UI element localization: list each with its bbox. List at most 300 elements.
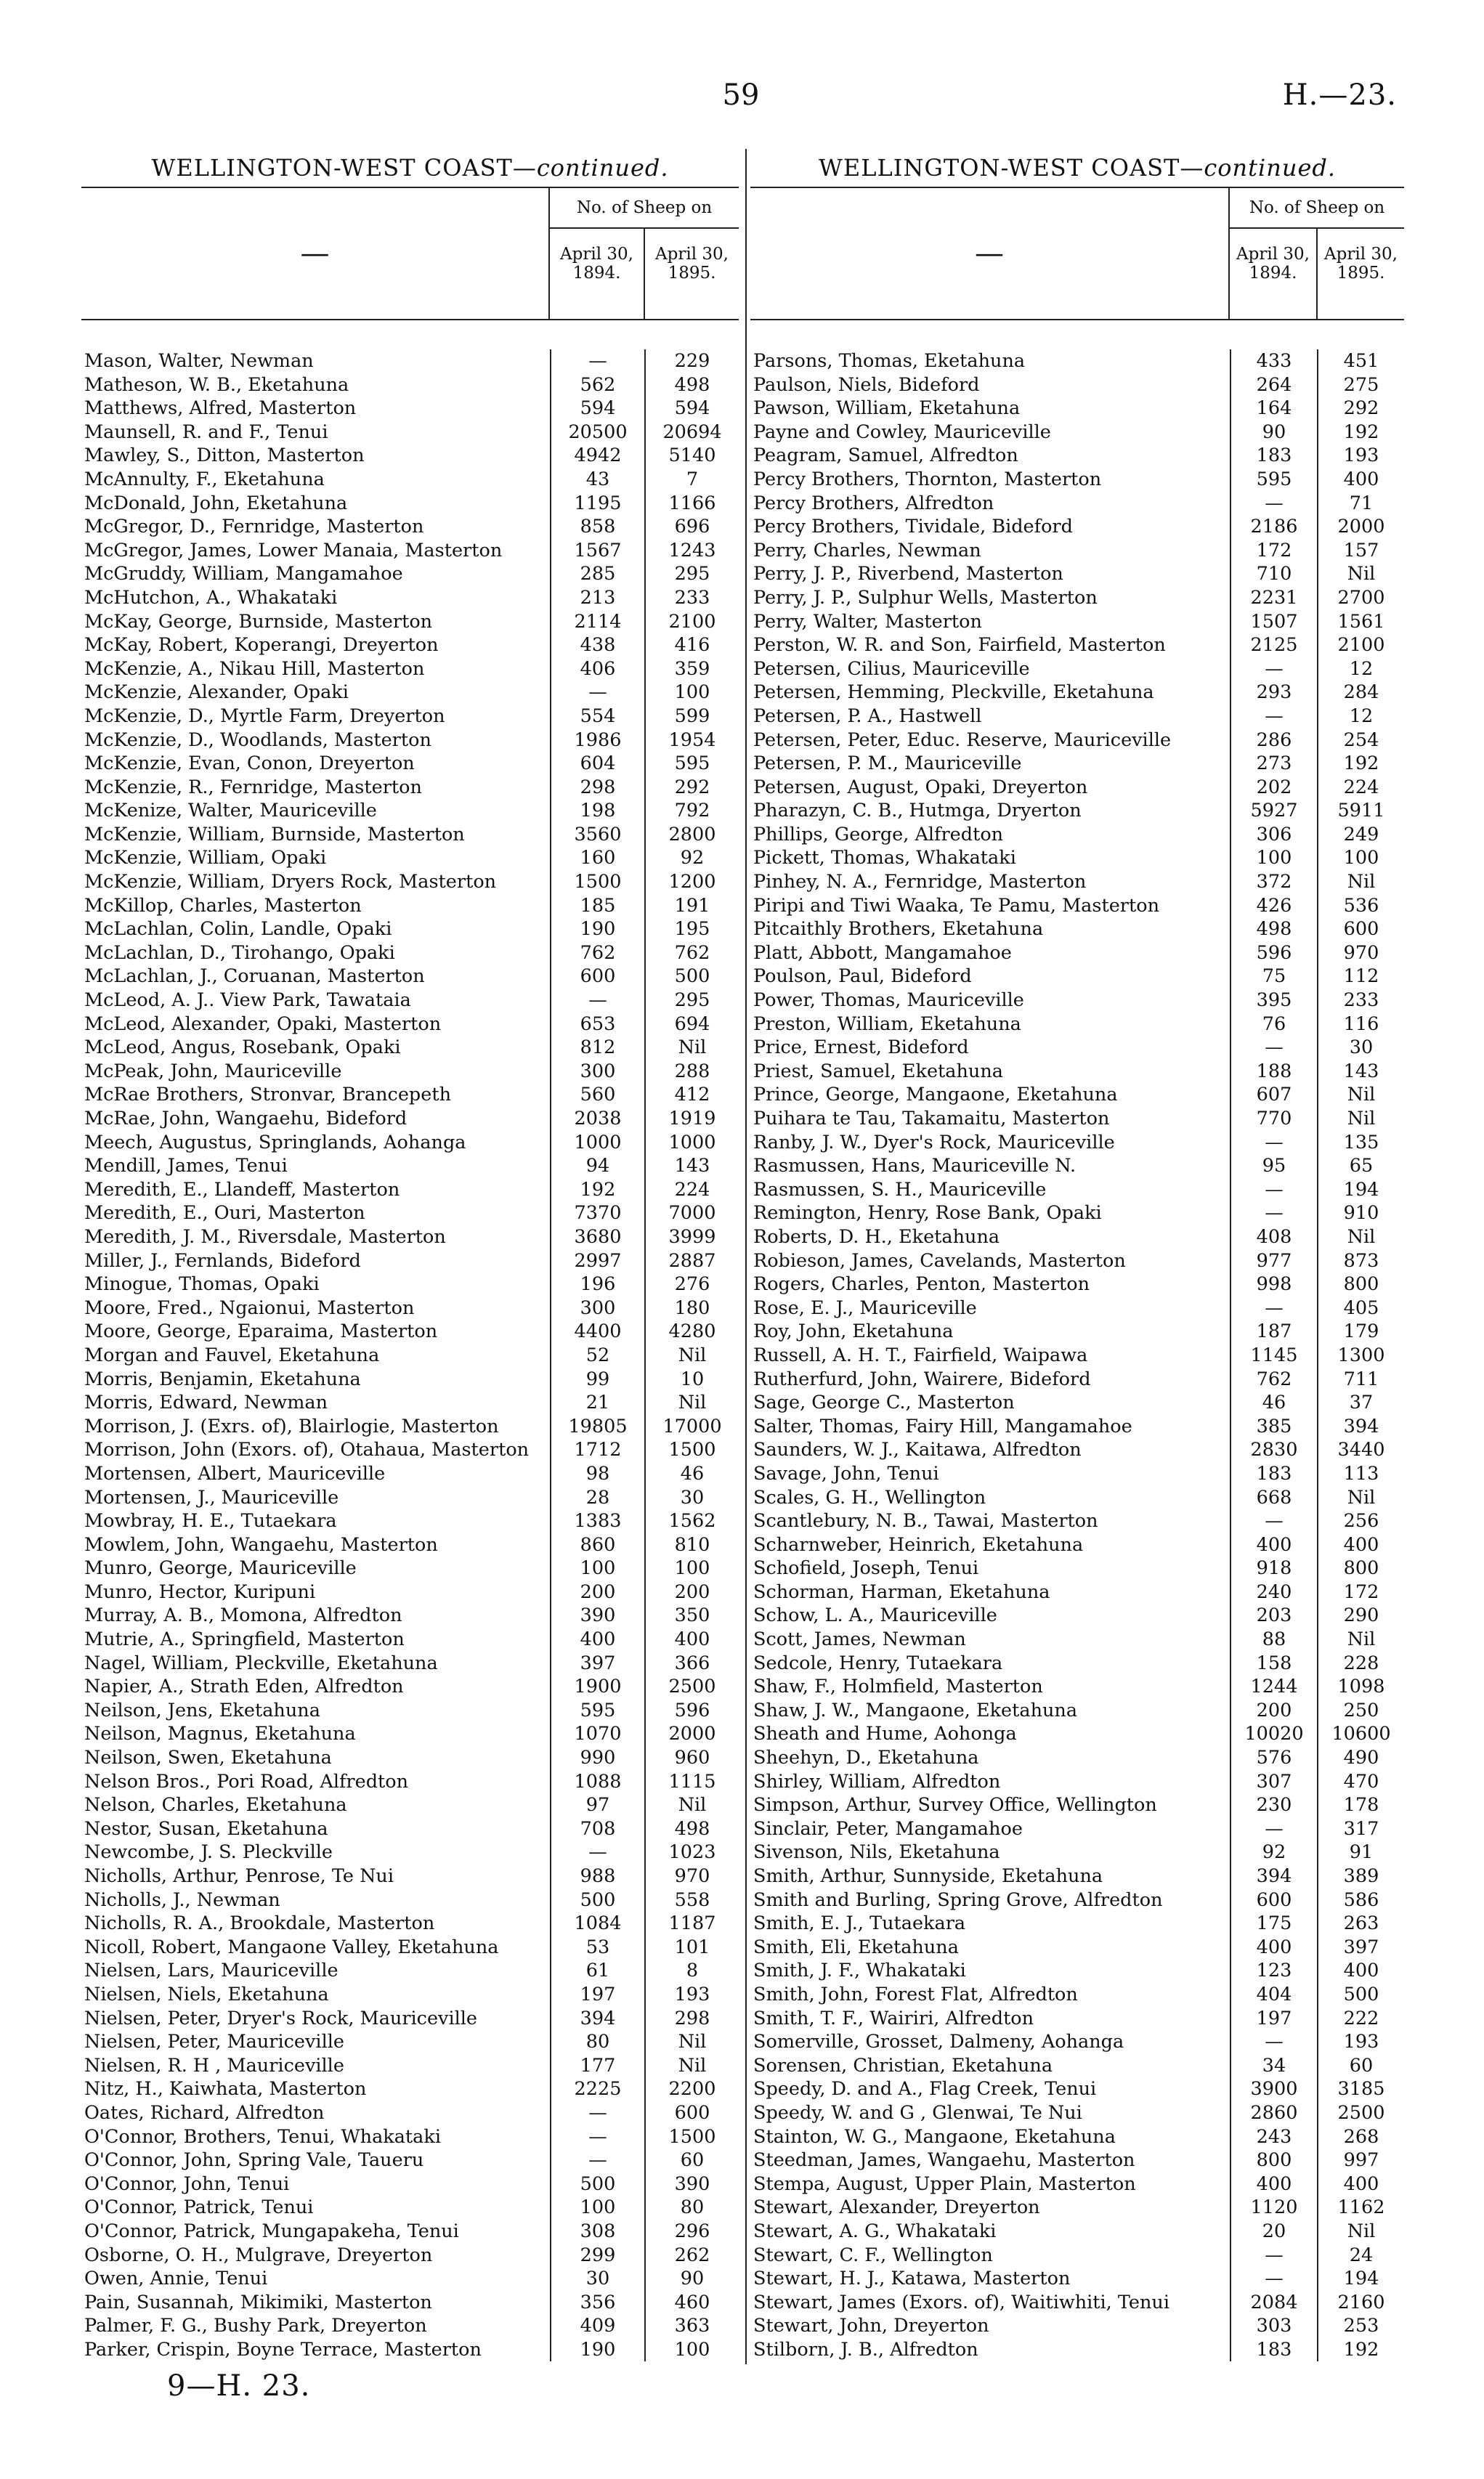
table-row <box>750 2149 1404 2172</box>
owner-name: Napier, A., Strath Eden, Alfredton <box>84 1676 404 1698</box>
sheep-1895: 224 <box>644 1178 739 1202</box>
owner-name: O'Connor, Brothers, Tenui, Whakataki <box>84 2125 441 2148</box>
owner-name: Morris, Benjamin, Eketahuna <box>84 1368 361 1390</box>
sheep-1894: 1195 <box>550 492 644 516</box>
sheep-1895: 1115 <box>644 1770 739 1794</box>
owner-name: Peagram, Samuel, Alfredton <box>753 445 1018 467</box>
owner-name: Robieson, James, Cavelands, Masterton <box>753 1249 1126 1272</box>
sheep-1894: 100 <box>1230 846 1317 870</box>
sheep-1895: 193 <box>1317 2030 1404 2054</box>
sheep-1895: 4280 <box>644 1320 739 1344</box>
table-row <box>81 2314 739 2338</box>
sheep-1895: 363 <box>644 2314 739 2338</box>
owner-name: Russell, A. H. T., Fairfield, Waipawa <box>753 1344 1088 1366</box>
table-row <box>81 515 739 539</box>
table-header <box>750 188 1404 320</box>
sheep-1894: 1000 <box>550 1131 644 1155</box>
sheep-1894: 770 <box>1230 1107 1317 1131</box>
sheep-1894: 160 <box>550 846 644 870</box>
sheep-1894: 1088 <box>550 1770 644 1794</box>
sheep-1894: — <box>1230 1131 1317 1155</box>
owner-name: Parsons, Thomas, Eketahuna <box>753 350 1026 372</box>
sheep-1895: 288 <box>644 1060 739 1084</box>
sheep-1895: Nil <box>1317 2220 1404 2244</box>
table-row <box>81 1770 739 1794</box>
sheep-1895: 359 <box>644 657 739 681</box>
sheep-1894: 2114 <box>550 610 644 634</box>
sheep-1894: — <box>1230 1509 1317 1533</box>
table-row <box>750 2291 1404 2315</box>
sheep-1894: 394 <box>1230 1865 1317 1888</box>
sheep-1895: 800 <box>1317 1273 1404 1297</box>
sheep-1895: 2800 <box>644 823 739 847</box>
sheep-1894: 400 <box>550 1628 644 1652</box>
table-row <box>750 2030 1404 2054</box>
sheep-1894: 1383 <box>550 1509 644 1533</box>
owner-name: Smith, John, Forest Flat, Alfredton <box>753 1983 1078 2005</box>
sheep-1895: 71 <box>1317 492 1404 516</box>
owner-name: Petersen, Cilius, Mauriceville <box>753 657 1030 680</box>
sheep-1895: 1023 <box>644 1841 739 1865</box>
table-row <box>750 1249 1404 1273</box>
owner-name: Pickett, Thomas, Whakataki <box>753 847 1016 869</box>
owner-name: Phillips, George, Alfredton <box>753 823 1004 845</box>
sheep-1894: 2125 <box>1230 633 1317 657</box>
table-row <box>81 681 739 705</box>
sheep-1894: 97 <box>550 1793 644 1817</box>
sheep-1895: 810 <box>644 1533 739 1557</box>
owner-name: McRae Brothers, Stronvar, Brancepeth <box>84 1084 452 1106</box>
sheep-1894: — <box>550 1841 644 1865</box>
sheep-1895: 143 <box>1317 1060 1404 1084</box>
sheep-1894: — <box>1230 705 1317 729</box>
owner-name: Steedman, James, Wangaehu, Masterton <box>753 2149 1135 2172</box>
owner-name: Roberts, D. H., Eketahuna <box>753 1225 1000 1248</box>
owner-name: Speedy, D. and A., Flag Creek, Tenui <box>753 2078 1097 2101</box>
sheep-1894: 668 <box>1230 1486 1317 1510</box>
table-row <box>81 1675 739 1699</box>
sheep-1895: 80 <box>644 2196 739 2220</box>
sheep-1894: — <box>550 2125 644 2149</box>
owner-name: Price, Ernest, Bideford <box>753 1036 969 1059</box>
owner-name: Petersen, Peter, Educ. Reserve, Mauriceville <box>753 729 1172 751</box>
sheep-1894: 308 <box>550 2220 644 2244</box>
sheep-1895: 256 <box>1317 1509 1404 1533</box>
sheep-1894: 498 <box>1230 917 1317 941</box>
table-row <box>750 681 1404 705</box>
owner-name: McKenzie, Evan, Conon, Dreyerton <box>84 752 415 775</box>
sheep-1895: 1561 <box>1317 610 1404 634</box>
owner-name: Nitz, H., Kaiwhata, Masterton <box>84 2078 367 2101</box>
sheep-1895: 451 <box>1317 349 1404 373</box>
sheep-1894: 385 <box>1230 1415 1317 1439</box>
sheep-1894: 183 <box>1230 1462 1317 1486</box>
owner-name: Mawley, S., Ditton, Masterton <box>84 445 365 467</box>
sheep-1895: 970 <box>644 1865 739 1888</box>
sheep-1894: — <box>1230 657 1317 681</box>
table-row <box>750 1604 1404 1628</box>
table-row <box>750 1297 1404 1320</box>
sheep-1894: 2225 <box>550 2077 644 2101</box>
sheep-1894: 197 <box>1230 2007 1317 2031</box>
owner-list <box>750 320 1404 2361</box>
table-row <box>750 1699 1404 1723</box>
sheep-1894: — <box>1230 2030 1317 2054</box>
owner-name: Morrison, J. (Exrs. of), Blairlogie, Masterton <box>84 1415 499 1437</box>
sheep-1895: 180 <box>644 1297 739 1320</box>
table-row <box>750 349 1404 373</box>
sheep-1895: 284 <box>1317 681 1404 705</box>
table-row <box>750 2196 1404 2220</box>
sheep-1894: 177 <box>550 2054 644 2078</box>
table-row <box>750 444 1404 468</box>
sheep-1894: 1507 <box>1230 610 1317 634</box>
table-row <box>750 562 1404 586</box>
owner-name: Stewart, John, Dreyerton <box>753 2315 989 2337</box>
owner-name: Priest, Samuel, Eketahuna <box>753 1060 1003 1082</box>
sheep-1894: 188 <box>1230 1060 1317 1084</box>
table-row <box>750 1959 1404 1983</box>
table-row <box>81 846 739 870</box>
owner-name: Sinclair, Peter, Mangamahoe <box>753 1817 1023 1840</box>
table-row <box>81 1107 739 1131</box>
sheep-1894: 600 <box>550 965 644 989</box>
sheep-1895: 60 <box>644 2149 739 2172</box>
sheep-1895: 143 <box>644 1154 739 1178</box>
table-row <box>81 1415 739 1439</box>
table-row <box>750 2077 1404 2101</box>
table-row <box>750 2338 1404 2362</box>
sheep-1894: 203 <box>1230 1604 1317 1628</box>
sheep-1895: 970 <box>1317 941 1404 965</box>
sheep-1894: — <box>1230 1036 1317 1060</box>
sheep-1895: 224 <box>1317 776 1404 800</box>
owner-name: Perry, J. P., Riverbend, Masterton <box>753 563 1063 585</box>
sheep-1895: 10600 <box>1317 1722 1404 1746</box>
owner-name: Stainton, W. G., Mangaone, Eketahuna <box>753 2125 1116 2148</box>
table-row <box>750 965 1404 989</box>
table-row <box>81 823 739 847</box>
sheep-1894: — <box>1230 2267 1317 2291</box>
table-row <box>81 657 739 681</box>
owner-name: Saunders, W. J., Kaitawa, Alfredton <box>753 1439 1082 1461</box>
sheep-1894: 306 <box>1230 823 1317 847</box>
sheep-1894: 390 <box>550 1604 644 1628</box>
sheep-1894: — <box>1230 1817 1317 1841</box>
date-header-1895: April 30, 1895. <box>1316 229 1404 319</box>
sheep-1894: 1244 <box>1230 1675 1317 1699</box>
owner-name: Roy, John, Eketahuna <box>753 1320 954 1343</box>
table-row <box>750 1344 1404 1368</box>
sheep-1895: 91 <box>1317 1841 1404 1865</box>
sheep-1894: 230 <box>1230 1793 1317 1817</box>
sheep-1894: 2231 <box>1230 586 1317 610</box>
owner-name: Payne and Cowley, Mauriceville <box>753 421 1051 443</box>
date-header-1895: April 30, 1895. <box>644 229 739 319</box>
left-column <box>81 149 739 2361</box>
sheep-1894: 409 <box>550 2314 644 2338</box>
owner-name: Nicholls, Arthur, Penrose, Te Nui <box>84 1865 394 1887</box>
sheep-1895: 276 <box>644 1273 739 1297</box>
sheep-1894: 2084 <box>1230 2291 1317 2315</box>
owner-name: Pharazyn, C. B., Hutmga, Dryerton <box>753 800 1082 822</box>
owner-name: Nicholls, J., Newman <box>84 1888 280 1911</box>
page-number: 59 <box>722 78 760 112</box>
sheep-1894: 286 <box>1230 729 1317 752</box>
sheep-1894: 596 <box>1230 941 1317 965</box>
sheep-1895: 46 <box>644 1462 739 1486</box>
sheep-1895: 157 <box>1317 539 1404 563</box>
table-row <box>750 1628 1404 1652</box>
table-row <box>750 1083 1404 1107</box>
sheep-1895: 400 <box>1317 468 1404 492</box>
sheep-1894: 99 <box>550 1368 644 1392</box>
owner-name: McHutchon, A., Whakataki <box>84 586 338 609</box>
owner-name: McKenzie, William, Burnside, Masterton <box>84 823 465 845</box>
sheep-1894: 426 <box>1230 894 1317 918</box>
table-row <box>750 2267 1404 2291</box>
sheep-1894: 196 <box>550 1273 644 1297</box>
sheep-1895: 5911 <box>1317 799 1404 823</box>
sheep-1894: 190 <box>550 2338 644 2362</box>
sheep-1895: 412 <box>644 1083 739 1107</box>
table-row <box>81 1983 739 2007</box>
table-row <box>81 1131 739 1155</box>
region-heading-continued: continued. <box>1204 154 1337 182</box>
owner-name: Moore, George, Eparaima, Masterton <box>84 1320 438 1343</box>
owner-name: Sorensen, Christian, Eketahuna <box>753 2054 1053 2077</box>
sheep-1895: 3999 <box>644 1225 739 1249</box>
sheep-1894: 500 <box>550 2172 644 2196</box>
sheep-1895: Nil <box>644 1344 739 1368</box>
sheep-1895: 873 <box>1317 1249 1404 1273</box>
sheep-1895: 416 <box>644 633 739 657</box>
table-row <box>81 1249 739 1273</box>
sheep-1894: 123 <box>1230 1959 1317 1983</box>
sheep-1894: 812 <box>550 1036 644 1060</box>
date-header-1894: April 30, 1894. <box>560 245 633 283</box>
table-row <box>81 705 739 729</box>
sheep-1895: 2500 <box>644 1675 739 1699</box>
sheep-1895: 194 <box>1317 2267 1404 2291</box>
owner-name: McKillop, Charles, Masterton <box>84 894 362 917</box>
sheep-1895: 249 <box>1317 823 1404 847</box>
table-row <box>81 1391 739 1415</box>
owner-name: Mowlem, John, Wangaehu, Masterton <box>84 1533 438 1556</box>
sheep-1895: 1919 <box>644 1107 739 1131</box>
sheep-1894: 100 <box>550 2196 644 2220</box>
owner-name: Stewart, C. F., Wellington <box>753 2244 993 2266</box>
sheep-1895: 397 <box>1317 1936 1404 1960</box>
sheep-1895: 3185 <box>1317 2077 1404 2101</box>
sheep-1895: 711 <box>1317 1368 1404 1392</box>
table-row <box>81 1060 739 1084</box>
sheep-1894: 183 <box>1230 2338 1317 2362</box>
table-row <box>81 1652 739 1676</box>
table-row <box>81 2030 739 2054</box>
table-row <box>750 1462 1404 1486</box>
sheep-1894: 600 <box>1230 1888 1317 1912</box>
sheep-1894: 4942 <box>550 444 644 468</box>
sheep-1894: 213 <box>550 586 644 610</box>
sheep-1894: 172 <box>1230 539 1317 563</box>
sheep-1895: 1000 <box>644 1131 739 1155</box>
sheep-1895: 296 <box>644 2220 739 2244</box>
sheep-header-title: No. of Sheep on <box>550 188 739 229</box>
sheep-1894: 2038 <box>550 1107 644 1131</box>
table-row <box>750 729 1404 752</box>
table-row <box>750 492 1404 516</box>
table-row <box>81 492 739 516</box>
owner-name: Miller, J., Fernlands, Bideford <box>84 1249 361 1272</box>
owner-name: Percy Brothers, Alfredton <box>753 492 994 514</box>
owner-name: Parker, Crispin, Boyne Terrace, Masterton <box>84 2338 482 2361</box>
table-row <box>750 1675 1404 1699</box>
table-row <box>750 1865 1404 1888</box>
owner-name: McLachlan, D., Tirohango, Opaki <box>84 941 395 964</box>
table-row <box>81 2007 739 2031</box>
sheep-1895: 536 <box>1317 894 1404 918</box>
table-row <box>81 1297 739 1320</box>
sheep-1894: 192 <box>550 1178 644 1202</box>
owner-name: Morris, Edward, Newman <box>84 1392 328 1414</box>
sheep-1895: 12 <box>1317 705 1404 729</box>
sheep-1894: 1500 <box>550 870 644 894</box>
owner-name: Stempa, August, Upper Plain, Masterton <box>753 2172 1136 2195</box>
table-row <box>81 373 739 397</box>
sheep-1895: 298 <box>644 2007 739 2031</box>
owner-name: McKay, George, Burnside, Masterton <box>84 610 433 633</box>
table-row <box>750 586 1404 610</box>
owner-name: Palmer, F. G., Bushy Park, Dreyerton <box>84 2315 427 2337</box>
sheep-1895: 594 <box>644 397 739 421</box>
sheep-1894: 300 <box>550 1060 644 1084</box>
sheep-1894: 356 <box>550 2291 644 2315</box>
table-row <box>750 373 1404 397</box>
sheep-1895: 178 <box>1317 1793 1404 1817</box>
table-row <box>81 1604 739 1628</box>
owner-name: Sedcole, Henry, Tutaekara <box>753 1652 1003 1674</box>
table-row <box>81 1201 739 1225</box>
sheep-count-header <box>1230 188 1404 319</box>
table-row <box>81 2149 739 2172</box>
sheep-1895: 600 <box>1317 917 1404 941</box>
owner-name: McKenzie, D., Woodlands, Masterton <box>84 729 431 751</box>
table-row <box>750 1060 1404 1084</box>
sheep-1895: 24 <box>1317 2244 1404 2268</box>
table-row <box>81 1722 739 1746</box>
sheep-1894: 400 <box>1230 1936 1317 1960</box>
sheep-1895: 2500 <box>1317 2101 1404 2125</box>
owner-name: Piripi and Tiwi Waaka, Te Pamu, Masterton <box>753 894 1160 917</box>
sheep-1894: 372 <box>1230 870 1317 894</box>
table-row <box>81 1699 739 1723</box>
right-column <box>750 149 1404 2361</box>
table-row <box>81 1533 739 1557</box>
owner-name: Sheehyn, D., Eketahuna <box>753 1747 979 1769</box>
sheep-1894: 2997 <box>550 1249 644 1273</box>
sheep-1895: Nil <box>644 1793 739 1817</box>
table-row <box>750 2101 1404 2125</box>
table-row <box>750 846 1404 870</box>
table-row <box>81 1557 739 1581</box>
sheep-1894: 595 <box>550 1699 644 1723</box>
sheep-1894: 1070 <box>550 1722 644 1746</box>
sheep-1894: 80 <box>550 2030 644 2054</box>
owner-name: Mutrie, A., Springfield, Masterton <box>84 1628 405 1651</box>
sheep-1894: 52 <box>550 1344 644 1368</box>
sheep-1895: Nil <box>644 2030 739 2054</box>
sheep-1895: 762 <box>644 941 739 965</box>
table-row <box>81 1013 739 1036</box>
sheep-1895: Nil <box>1317 870 1404 894</box>
table-row <box>81 799 739 823</box>
sheep-1895: 295 <box>644 989 739 1013</box>
table-row <box>750 539 1404 563</box>
sheep-1895: 228 <box>1317 1652 1404 1676</box>
sheep-1895: 2160 <box>1317 2291 1404 2315</box>
owner-name: Smith, J. F., Whakataki <box>753 1960 966 1982</box>
sheep-1895: 400 <box>1317 2172 1404 2196</box>
owner-name: Matheson, W. B., Eketahuna <box>84 373 349 396</box>
sheep-1895: 596 <box>644 1699 739 1723</box>
sheep-1894: 7370 <box>550 1201 644 1225</box>
table-row <box>750 2007 1404 2031</box>
sheep-1894: 560 <box>550 1083 644 1107</box>
sheep-1894: 433 <box>1230 349 1317 373</box>
sheep-1894: 75 <box>1230 965 1317 989</box>
sheep-1895: 997 <box>1317 2149 1404 2172</box>
owner-name: McGregor, James, Lower Manaia, Masterton <box>84 539 503 561</box>
sheep-1894: 197 <box>550 1983 644 2007</box>
table-row <box>750 917 1404 941</box>
table-row <box>750 2244 1404 2268</box>
sheep-1895: 7 <box>644 468 739 492</box>
region-heading-continued: continued. <box>536 154 669 182</box>
table-row <box>81 941 739 965</box>
table-row <box>81 1178 739 1202</box>
table-row <box>81 2267 739 2291</box>
table-row <box>81 1959 739 1983</box>
sheep-1894: 164 <box>1230 397 1317 421</box>
sheep-1895: 191 <box>644 894 739 918</box>
sheep-1895: 470 <box>1317 1770 1404 1794</box>
sheep-1894: 30 <box>550 2267 644 2291</box>
sheep-1894: 303 <box>1230 2314 1317 2338</box>
sheep-1894: 100 <box>550 1557 644 1581</box>
owner-name: McKenzie, R., Fernridge, Masterton <box>84 776 422 798</box>
table-row <box>81 1888 739 1912</box>
sheep-1894: 2830 <box>1230 1438 1317 1462</box>
sheep-1895: Nil <box>1317 562 1404 586</box>
sheep-1895: 65 <box>1317 1154 1404 1178</box>
sheep-1895: 394 <box>1317 1415 1404 1439</box>
sheep-1894: 977 <box>1230 1249 1317 1273</box>
owner-name: O'Connor, Patrick, Tenui <box>84 2196 314 2219</box>
owner-name: Sheath and Hume, Aohonga <box>753 1723 1017 1745</box>
owner-name: Remington, Henry, Rose Bank, Opaki <box>753 1202 1102 1225</box>
sheep-1895: 290 <box>1317 1604 1404 1628</box>
sheep-1894: 158 <box>1230 1652 1317 1676</box>
table-row <box>750 2054 1404 2078</box>
sheep-1895: 193 <box>644 1983 739 2007</box>
table-row <box>81 776 739 800</box>
owner-name: Newcombe, J. S. Pleckville <box>84 1841 333 1864</box>
table-row <box>81 894 739 918</box>
sheep-1895: 694 <box>644 1013 739 1036</box>
owner-name: Nicholls, R. A., Brookdale, Masterton <box>84 1912 435 1935</box>
table-row <box>81 1746 739 1770</box>
